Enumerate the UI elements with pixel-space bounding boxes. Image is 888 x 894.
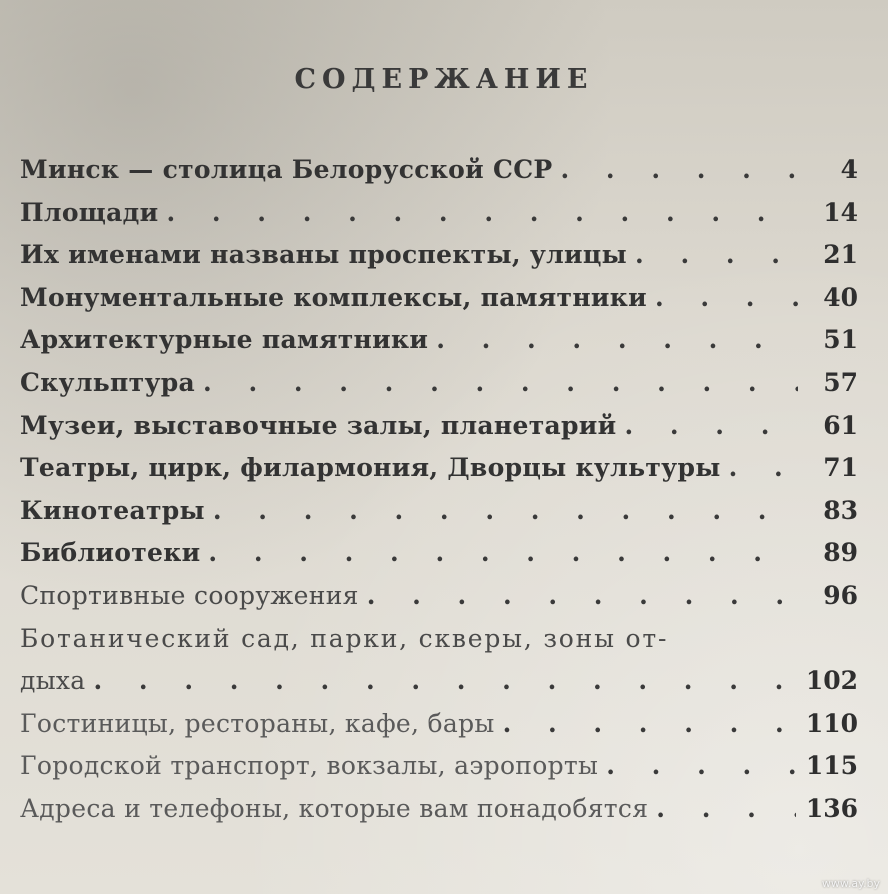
toc-entry-page: 14 — [823, 197, 858, 227]
dot-leader — [655, 283, 798, 312]
watermark: www.ay.by — [821, 877, 880, 890]
toc-entry — [20, 666, 858, 709]
dot-leader — [166, 198, 798, 227]
toc-entry-label: Библиотеки — [20, 538, 201, 568]
toc-entry-label: Гостиницы, рестораны, кафе, бары — [20, 708, 495, 738]
toc-entry — [20, 240, 858, 283]
toc-entry-page: 83 — [823, 495, 858, 525]
dot-leader — [94, 666, 796, 695]
toc-entry-page: 96 — [823, 580, 858, 610]
toc-entry — [20, 624, 858, 667]
dot-leader — [208, 538, 798, 567]
dot-leader — [656, 794, 796, 823]
page-title: СОДЕРЖАНИЕ — [294, 64, 594, 95]
toc-entry — [20, 198, 858, 241]
toc-entry — [20, 496, 858, 539]
dot-leader — [503, 709, 796, 738]
toc-entry-label: Монументальные комплексы, памятники — [20, 282, 647, 312]
toc-entry — [20, 155, 858, 198]
toc-entry — [20, 751, 858, 794]
toc-entry-page: 110 — [805, 708, 858, 738]
dot-leader — [606, 751, 796, 780]
toc-entry-page: 4 — [840, 155, 858, 184]
toc-entry — [20, 283, 858, 326]
toc-entry-page: 57 — [823, 367, 858, 397]
toc-entry-label: Кинотеатры — [20, 495, 205, 525]
toc-entry-label: Городской транспорт, вокзалы, аэропорты — [20, 751, 599, 781]
toc-entry-label: дыха — [20, 666, 86, 696]
toc-entry-page: 89 — [823, 538, 858, 568]
toc-entry-page: 40 — [823, 282, 858, 312]
toc-entry-label: Спортивные сооружения — [20, 580, 359, 610]
toc-entry — [20, 709, 858, 752]
dot-leader — [729, 453, 798, 482]
dot-leader — [436, 325, 798, 354]
toc-entry — [20, 368, 858, 411]
dot-leader — [561, 155, 799, 184]
toc-entry-page: 21 — [823, 240, 858, 270]
toc-entry — [20, 411, 858, 454]
toc-entry-page: 71 — [823, 453, 858, 483]
toc-entry-label: Архитектурные памятники — [20, 325, 429, 355]
dot-leader — [635, 240, 798, 269]
toc-entry-page: 136 — [805, 793, 858, 823]
dot-leader — [203, 368, 798, 397]
toc-entry-page: 51 — [823, 325, 858, 355]
toc-entry — [20, 325, 858, 368]
toc-entry — [20, 794, 858, 837]
toc-entry-page: 102 — [805, 666, 858, 696]
toc-entry-page: 115 — [805, 751, 858, 781]
toc-entry-label: Адреса и телефоны, которые вам понадобятся — [20, 793, 649, 823]
toc-entry — [20, 581, 858, 624]
toc-entry-label: Театры, цирк, филармония, Дворцы культуры — [20, 453, 721, 483]
toc-entry — [20, 538, 858, 581]
dot-leader — [624, 411, 798, 440]
dot-leader — [213, 496, 798, 525]
toc-entry-label: Их именами названы проспекты, улицы — [20, 240, 628, 270]
toc-entry-label: Площади — [20, 197, 159, 227]
toc-entry — [20, 453, 858, 496]
toc-entry-label: Скульптура — [20, 367, 196, 397]
toc-entry-label: Музеи, выставочные залы, планетарий — [20, 410, 617, 440]
toc-entry-label: Ботанический сад, парки, скверы, зоны от- — [20, 623, 669, 653]
toc-entry-label: Минск — столица Белорусской ССР — [20, 155, 553, 184]
table-of-contents — [20, 155, 858, 837]
dot-leader — [367, 581, 798, 610]
toc-entry-page: 61 — [823, 410, 858, 440]
